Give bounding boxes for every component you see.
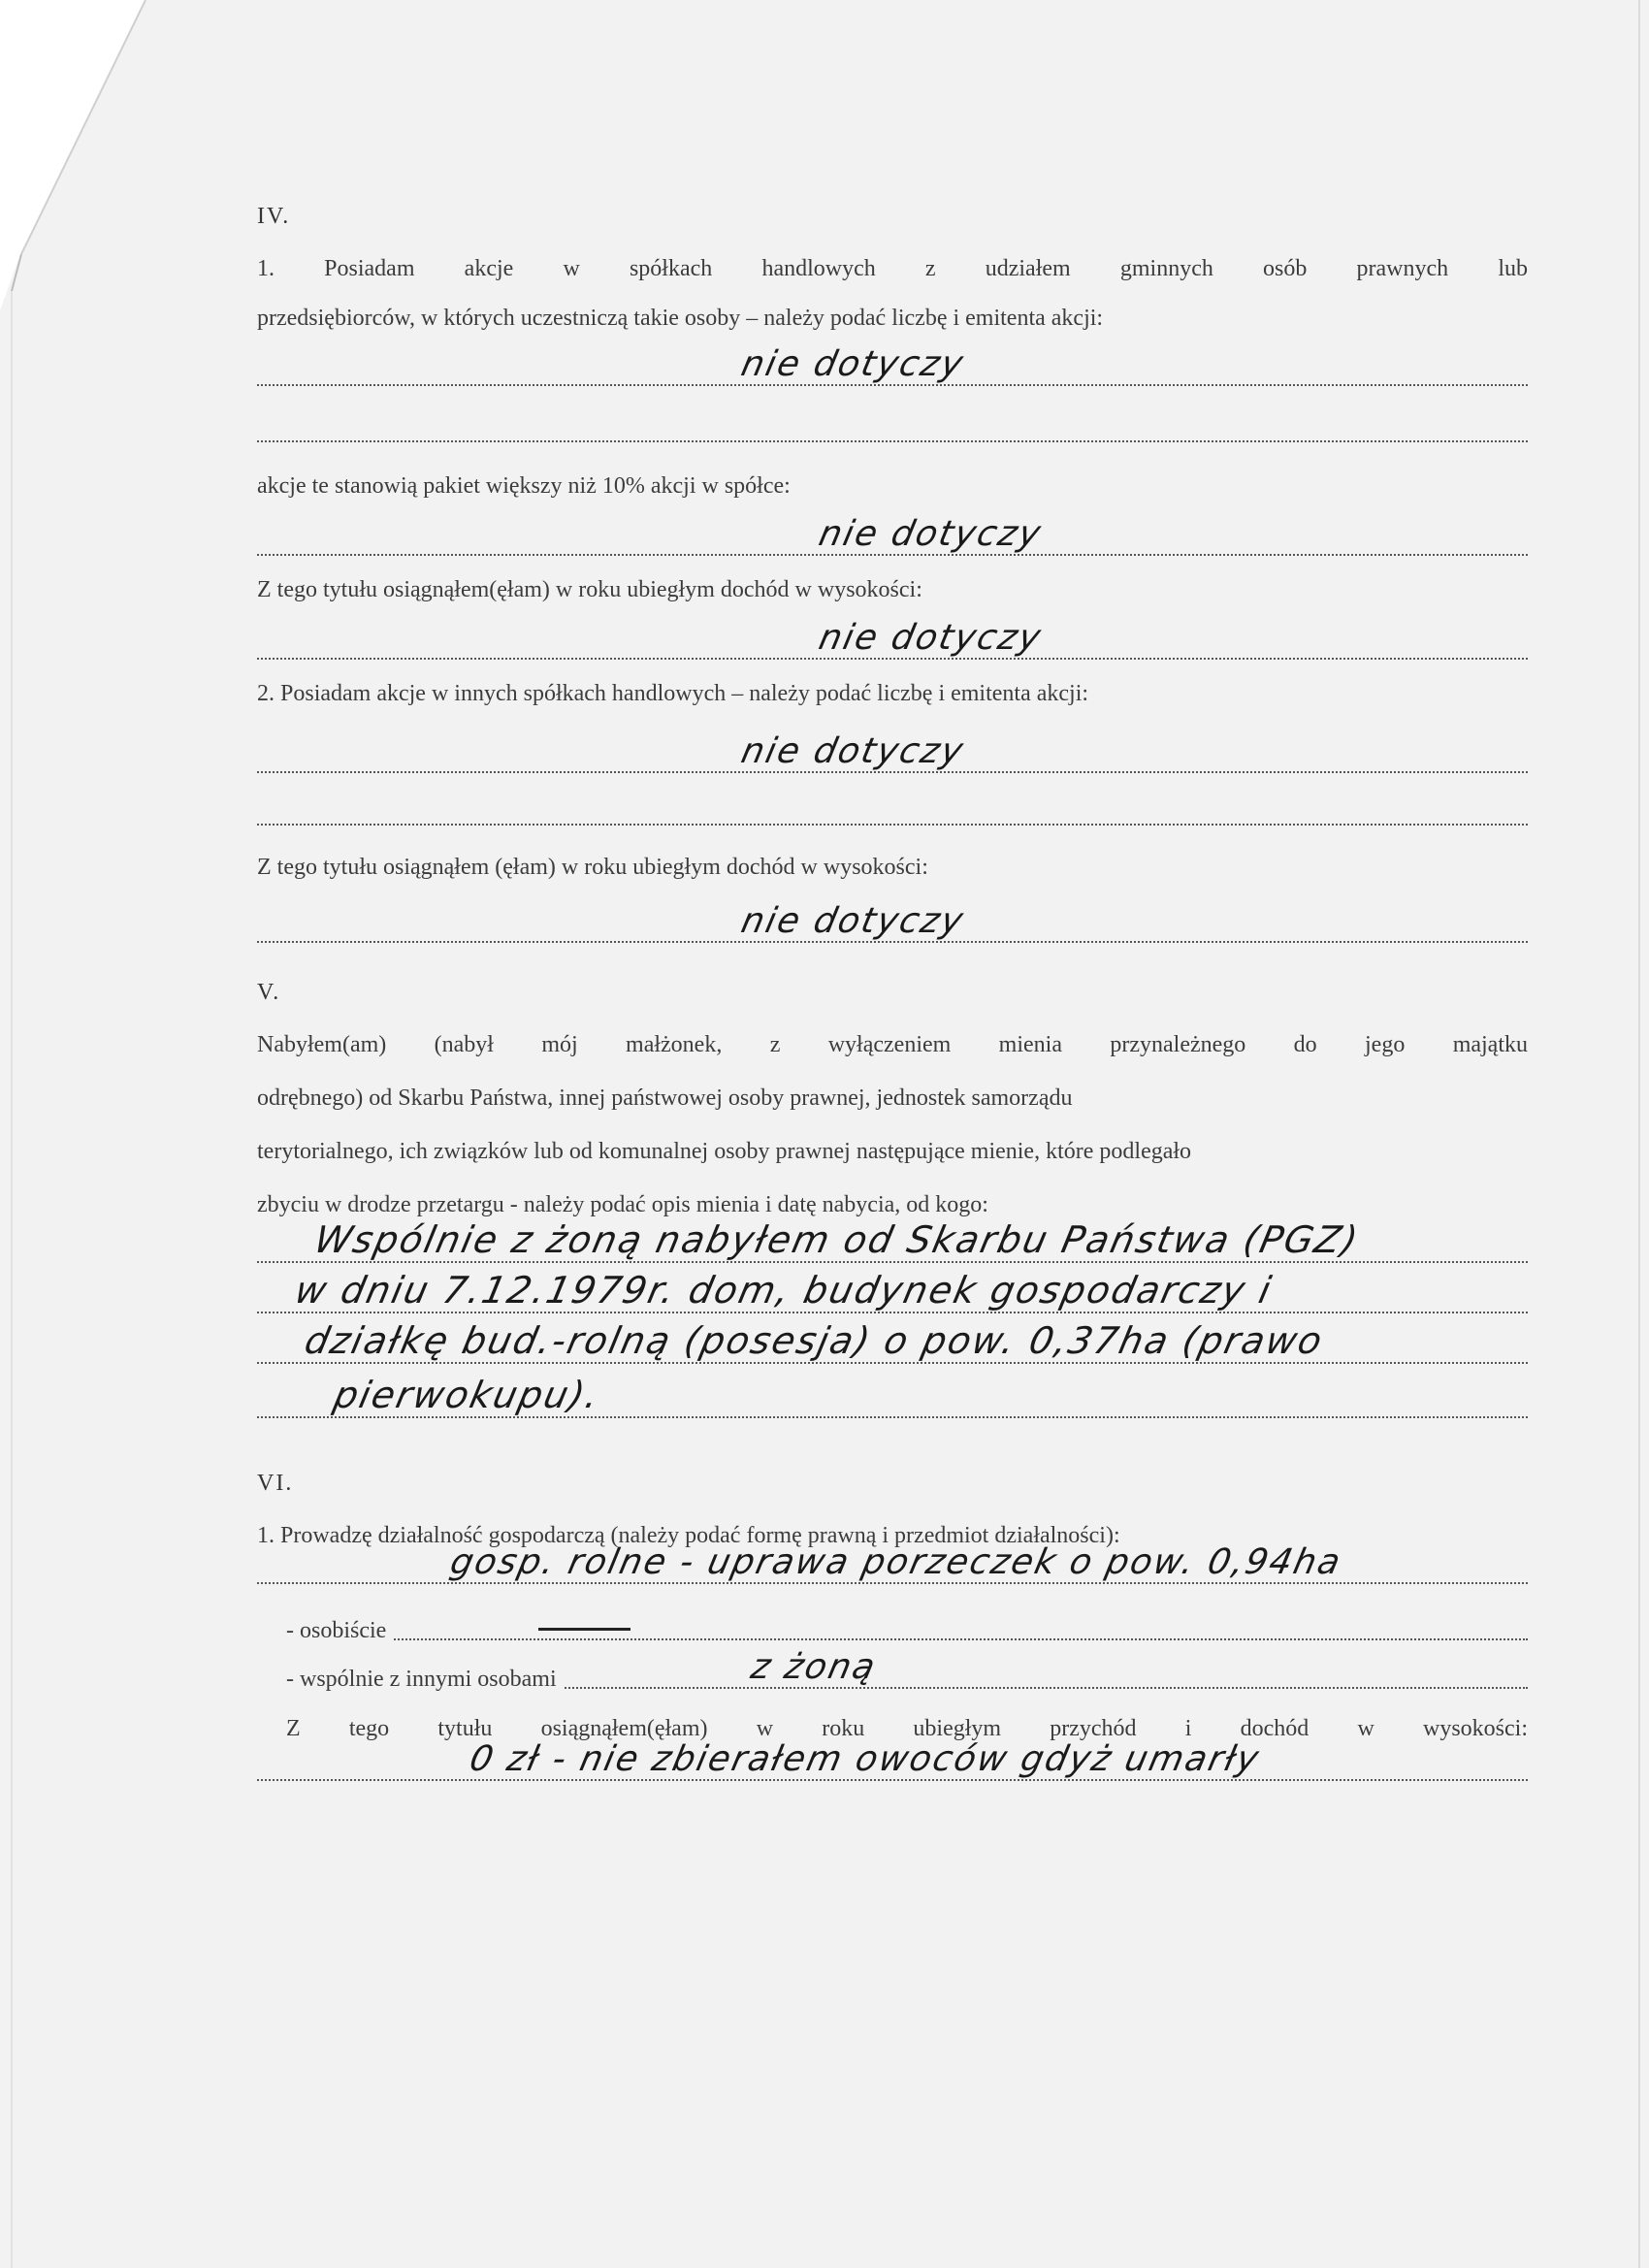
section-vi-line1: 1. Prowadzę działalność gospodarczą (należy podać formę prawną i przedmiot działalności):: [257, 1523, 1120, 1548]
section-iv-p4-blank-line: [257, 781, 1528, 833]
section-v-line2: odrębnego) od Skarbu Państwa, innej państwowej osoby prawnej, jednostek samorządu: [257, 1085, 1073, 1111]
section-iv-p5-answer-line: [257, 894, 1528, 951]
wspolnie-label: - wspólnie z innymi osobami: [286, 1667, 563, 1693]
osobiscie-dash: [538, 1628, 630, 1631]
section-v-heading: V.: [257, 980, 281, 1005]
section-iv-p2: akcje te stanowią pakiet większy niż 10% akcji w spółce:: [257, 473, 791, 499]
section-iv-p4-answer-line: [257, 721, 1528, 781]
osobiscie-label: - osobiście: [286, 1618, 392, 1644]
section-iv-p1-line2: przedsiębiorców, w których uczestniczą takie osoby – należy podać liczbę i emitenta akcji:: [257, 306, 1104, 331]
section-iv-p1-line1: 1. Posiadam akcje w spółkach handlowych z udziałem gminnych osób prawnych lub: [257, 256, 1528, 281]
section-v-line4: zbyciu w drodze przetargu - należy podać opis mienia i datę nabycia, od kogo:: [257, 1192, 988, 1217]
section-iv-p2-answer: nie dotyczy: [815, 514, 1047, 554]
section-iv-p4: 2. Posiadam akcje w innych spółkach handlowych – należy podać liczbę i emitenta akcji:: [257, 681, 1089, 706]
section-v-answer-line-3: [257, 1321, 1528, 1372]
section-iv-heading: IV.: [257, 204, 291, 229]
section-vi-income-answer-line: [257, 1739, 1528, 1789]
section-v-line1: Nabyłem(am) (nabył mój małżonek, z wyłączeniem mienia przynależnego do jego majątku: [257, 1032, 1528, 1057]
section-iv-p5: Z tego tytułu osiągnąłem (ęłam) w roku ubiegłym dochód w wysokości:: [257, 855, 928, 880]
section-iv-p2-answer-line: [257, 513, 1528, 564]
section-iv-p3: Z tego tytułu osiągnąłem(ęłam) w roku ubiegłym dochód w wysokości:: [257, 577, 922, 602]
section-iv-p5-answer: nie dotyczy: [737, 901, 969, 941]
section-vi-income-line: Z tego tytułu osiągnąłem(ęłam) w roku ubiegłym przychód i dochód w wysokości:: [286, 1716, 1528, 1741]
section-vi-osobiscie-line: [286, 1592, 1528, 1648]
declaration-page: [257, 204, 1528, 1789]
section-iv-p3-answer: nie dotyczy: [815, 618, 1047, 658]
section-vi-heading: VI.: [257, 1471, 294, 1496]
section-iv-p3-answer-line: [257, 617, 1528, 667]
section-v-line3: terytorialnego, ich związków lub od komunalnej osoby prawnej następujące mienie, które podlegało: [257, 1139, 1192, 1164]
section-v-answer-3: działkę bud.-rolną (posesja) o pow. 0,37ha (prawo: [301, 1319, 1328, 1362]
section-iv-p1-answer-line: [257, 345, 1528, 394]
section-v-answer-line-4: [257, 1372, 1528, 1426]
section-iv-p1-blank-line: [257, 394, 1528, 450]
section-v-answer-1: Wspólnie z żoną nabyłem od Skarbu Państwa (PGZ): [310, 1218, 1364, 1261]
section-v-answer-2: w dniu 7.12.1979r. dom, budynek gospodarczy i: [291, 1269, 1277, 1312]
section-v-answer-4: pierwokupu).: [330, 1374, 604, 1416]
section-vi-income-answer: 0 zł - nie zbierałem owoców gdyż umarły: [466, 1739, 1264, 1779]
section-vi-answer-line-1: [257, 1542, 1528, 1592]
section-vi-wspolnie-line: [286, 1648, 1528, 1697]
section-iv-p4-answer: nie dotyczy: [737, 731, 969, 771]
section-vi-answer-1: gosp. rolne - uprawa porzeczek o pow. 0,94ha: [446, 1542, 1346, 1582]
section-v-answer-line-1: [257, 1218, 1528, 1271]
section-iv-p1-answer: nie dotyczy: [737, 344, 969, 384]
wspolnie-answer: z żoną: [747, 1647, 881, 1687]
section-v-answer-line-2: [257, 1271, 1528, 1321]
